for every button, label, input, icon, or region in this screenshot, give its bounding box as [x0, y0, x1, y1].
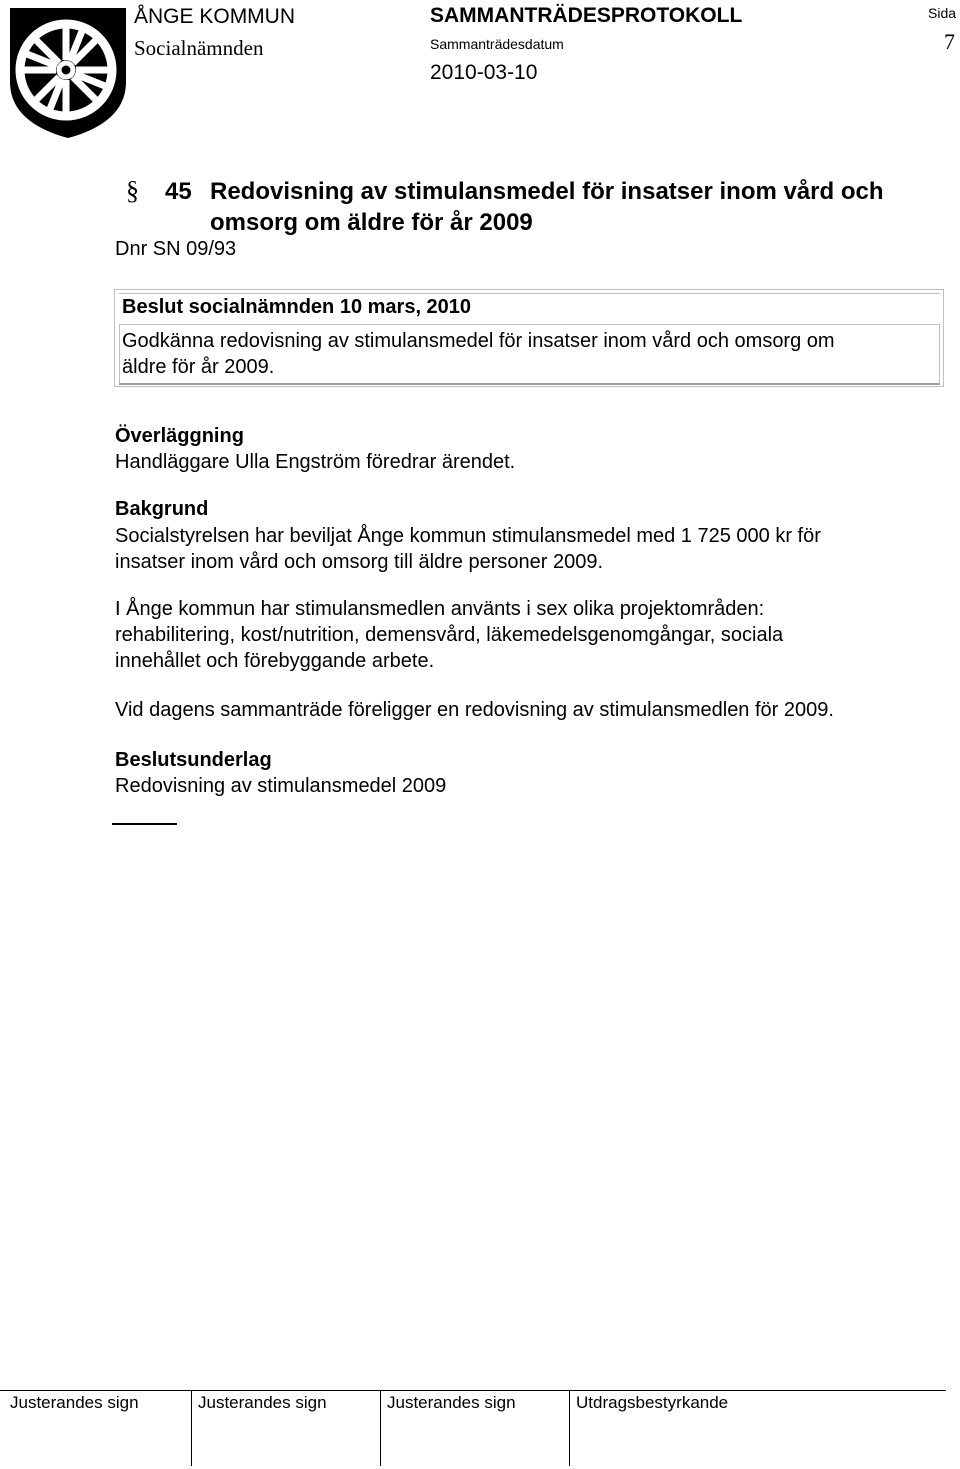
meeting-report-text: Vid dagens sammanträde föreligger en redovisning av stimulansmedlen för 2009.: [115, 699, 834, 721]
end-rule: [112, 823, 177, 825]
paragraph-sign: §: [126, 176, 139, 205]
footer-divider: [380, 1390, 381, 1466]
page-number: 7: [944, 29, 955, 54]
footer-rule: [0, 1390, 946, 1391]
footer-sign-cell-1: Justerandes sign: [10, 1393, 139, 1412]
item-number: 45: [165, 178, 192, 205]
project-areas-line-3: innehållet och förebyggande arbete.: [115, 650, 435, 672]
project-areas-line-2: rehabilitering, kost/nutrition, demensvård, läkemedelsgenomgångar, sociala: [115, 624, 784, 646]
page-label: Sida: [928, 5, 957, 21]
overlaggning-heading: Överläggning: [115, 425, 244, 447]
beslutsunderlag-text: Redovisning av stimulansmedel 2009: [115, 775, 447, 797]
item-title-line-1: Redovisning av stimulansmedel för insatser inom vård och: [210, 178, 884, 205]
bakgrund-heading: Bakgrund: [115, 498, 209, 520]
organization-name: ÅNGE KOMMUN: [134, 5, 296, 28]
project-areas-line-1: I Ånge kommun har stimulansmedlen använts i sex olika projektområden:: [115, 598, 765, 620]
footer-divider: [191, 1390, 192, 1466]
footer-certification-cell: Utdragsbestyrkande: [576, 1393, 729, 1412]
decision-text-line-1: Godkänna redovisning av stimulansmedel för insatser inom vård och omsorg om: [122, 330, 835, 352]
diary-number: Dnr SN 09/93: [115, 238, 237, 260]
document-type: SAMMANTRÄDESPROTOKOLL: [430, 4, 743, 27]
beslutsunderlag-heading: Beslutsunderlag: [115, 749, 272, 771]
item-title-line-2: omsorg om äldre för år 2009: [210, 209, 533, 236]
bakgrund-text-line-2: insatser inom vård och omsorg till äldre personer 2009.: [115, 551, 604, 573]
footer-divider: [569, 1390, 570, 1466]
footer-sign-cell-3: Justerandes sign: [387, 1393, 516, 1412]
overlaggning-text: Handläggare Ulla Engström föredrar ärendet.: [115, 451, 516, 473]
decision-heading: Beslut socialnämnden 10 mars, 2010: [122, 296, 472, 318]
department-name: Socialnämnden: [134, 36, 264, 60]
bakgrund-text-line-1: Socialstyrelsen har beviljat Ånge kommun stimulansmedel med 1 725 000 kr för: [115, 525, 821, 547]
decision-box-top-rule: [119, 293, 940, 294]
decision-box-bottom-rule: [119, 383, 940, 385]
meeting-date: 2010-03-10: [430, 61, 538, 84]
decision-text-line-2: äldre för år 2009.: [122, 356, 275, 378]
meeting-date-label: Sammanträdesdatum: [430, 36, 564, 52]
coat-of-arms-logo-icon: [6, 2, 130, 140]
footer-sign-cell-2: Justerandes sign: [198, 1393, 327, 1412]
